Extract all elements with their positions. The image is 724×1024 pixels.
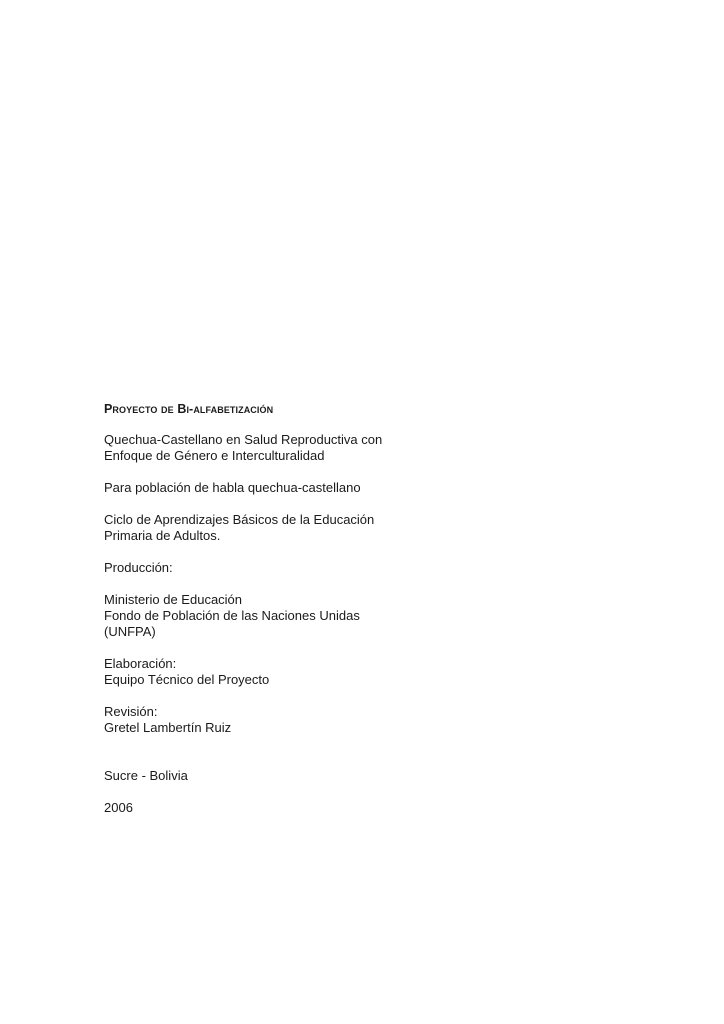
revision-paragraph (104, 704, 624, 736)
cycle-line: Primaria de Adultos. (104, 528, 221, 543)
production-label: Producción: (104, 560, 173, 575)
elaboration-paragraph (104, 656, 624, 688)
subtitle-paragraph (104, 432, 624, 464)
project-title: Proyecto de Bi-alfabetización (104, 402, 274, 416)
producer-line: (UNFPA) (104, 624, 156, 639)
elaboration-value: Equipo Técnico del Proyecto (104, 672, 270, 687)
subtitle-line: Quechua-Castellano en Salud Reproductiva con (104, 432, 383, 447)
production-heading (104, 560, 624, 576)
producer-line: Ministerio de Educación (104, 592, 243, 607)
credits-block (104, 401, 624, 832)
producers-paragraph (104, 592, 624, 640)
year-paragraph (104, 800, 624, 816)
subtitle-line: Enfoque de Género e Interculturalidad (104, 448, 325, 463)
cycle-paragraph (104, 512, 624, 544)
producer-line: Fondo de Población de las Naciones Unidas (104, 608, 360, 623)
location-line: Sucre - Bolivia (104, 768, 188, 783)
revision-value: Gretel Lambertín Ruiz (104, 720, 232, 735)
revision-label: Revisión: (104, 704, 158, 719)
audience-paragraph (104, 480, 624, 496)
location-paragraph (104, 768, 624, 784)
elaboration-label: Elaboración: (104, 656, 177, 671)
audience-line: Para población de habla quechua-castellano (104, 480, 361, 495)
cycle-line: Ciclo de Aprendizajes Básicos de la Educación (104, 512, 375, 527)
year-line: 2006 (104, 800, 133, 815)
